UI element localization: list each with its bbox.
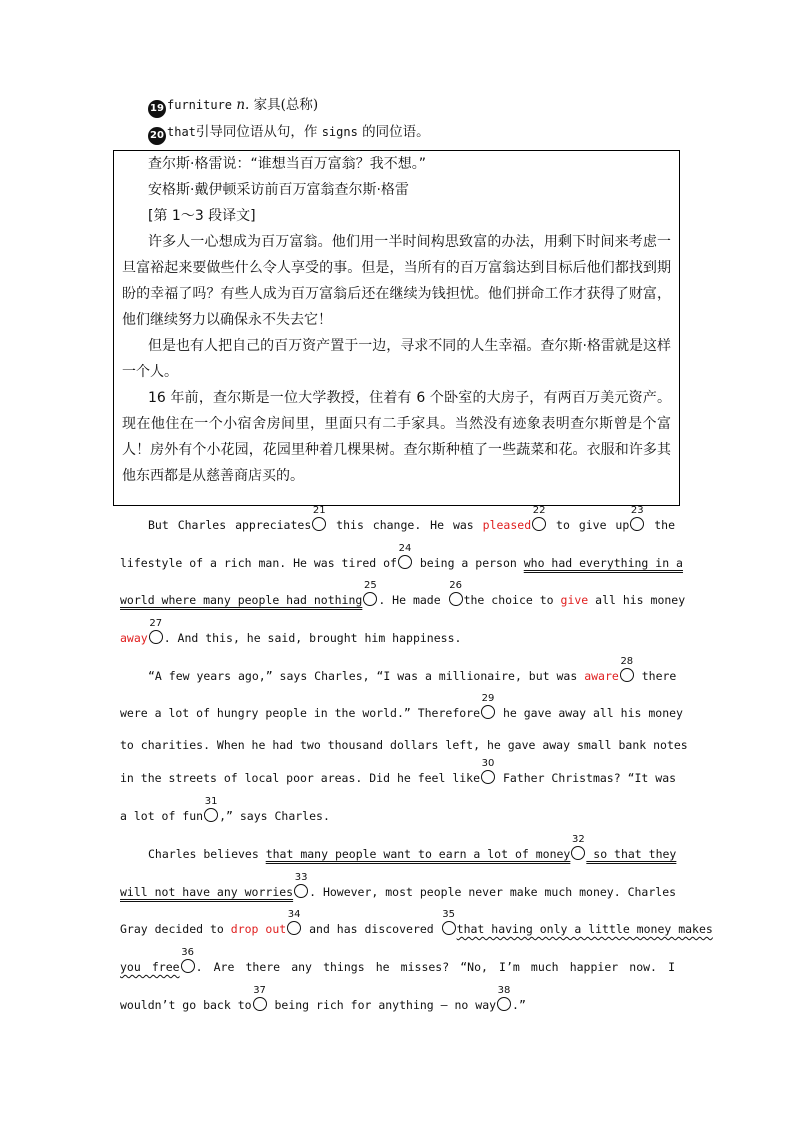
marker-23: 23 <box>630 517 644 531</box>
note-19 <box>148 95 318 118</box>
marker-38: 38 <box>497 997 511 1011</box>
note-word: that <box>167 125 196 139</box>
passage-line: a lot of fun 31 ,” says Charles. <box>120 796 330 823</box>
passage-line: wouldn’t go back to 37 being rich for anything — no way 38 .” <box>120 985 526 1012</box>
passage-line: in the streets of local poor areas. Did he feel like 30 Father Christmas? “It was <box>120 758 677 785</box>
passage-line: will not have any worries 33 . However, most people never make much money. Charles <box>120 872 677 899</box>
box-paragraph-2: 但是也有人把自己的百万资产置于一边，寻求不同的人生幸福。查尔斯·格雷就是这样一个人。 <box>122 338 671 380</box>
marker-28: 28 <box>620 668 634 682</box>
passage-line: you free 36 . Are there any things he misses? “No, I’m much happier now. I <box>120 947 676 974</box>
marker-30: 30 <box>481 770 495 784</box>
note-meaning: 家具(总称) <box>253 97 319 113</box>
marker-29: 29 <box>481 705 495 719</box>
passage-line: world where many people had nothing 25 . He made 26 the choice to give all his money <box>120 580 686 607</box>
marker-34: 34 <box>287 921 301 935</box>
passage-line: were a lot of hungry people in the world.” Therefore 29 he gave away all his money <box>120 693 683 720</box>
passage-line: to charities. When he had two thousand dollars left, he gave away small bank notes <box>120 738 688 752</box>
marker-25: 25 <box>363 592 377 606</box>
marker-35: 35 <box>442 921 456 935</box>
box-line-2: 安格斯·戴伊顿采访前百万富翁查尔斯·格雷 <box>148 182 409 198</box>
marker-36: 36 <box>181 959 195 973</box>
note-number-20: 20 <box>148 127 166 145</box>
translation-box <box>113 150 680 506</box>
marker-21: 21 <box>312 517 326 531</box>
note-20 <box>148 122 430 145</box>
note-word: signs <box>321 125 358 139</box>
note-pos: n. <box>236 97 250 113</box>
passage-line: lifestyle of a rich man. He was tired of 24 being a person who had everything in a <box>120 543 683 570</box>
box-paragraph-1: 许多人一心想成为百万富翁。他们用一半时间构思致富的办法，用剩下时间来考虑一旦富裕起来要做些什么令人享受的事。但是，当所有的百万富翁达到目标后他们都找到期盼的幸福了吗？有些人成为百万富翁后还在继续为钱担忧。他们拼命工作才获得了财富，他们继续努力以确保永不失去它！ <box>122 234 671 328</box>
marker-22: 22 <box>532 517 546 531</box>
marker-33: 33 <box>294 884 308 898</box>
passage-line: Charles believes that many people want to earn a lot of money 32 so that they <box>148 834 677 861</box>
note-word: furniture <box>167 98 233 112</box>
note-number-19: 19 <box>148 100 166 118</box>
marker-31: 31 <box>204 808 218 822</box>
marker-32: 32 <box>571 846 585 860</box>
marker-27: 27 <box>149 630 163 644</box>
box-paragraph-3: 16 年前，查尔斯是一位大学教授，住着有 6 个卧室的大房子，有两百万美元资产。现在他住在一个小宿舍房间里，里面只有二手家具。当然没有迹象表明查尔斯曾是个富人！房外有个小花园，花园里种着几棵果树。查尔斯种植了一些蔬菜和花。衣服和许多其他东西都是从慈善商店买的。 <box>122 390 671 484</box>
note-text: 的同位语。 <box>362 124 430 140</box>
box-line-1: 查尔斯·格雷说：“谁想当百万富翁？我不想。” <box>148 156 426 172</box>
marker-26: 26 <box>449 592 463 606</box>
marker-24: 24 <box>398 555 412 569</box>
passage-line: “A few years ago,” says Charles, “I was a millionaire, but was aware 28 there <box>148 656 677 683</box>
passage-line: But Charles appreciates 21 this change. He was pleased 22 to give up 23 the <box>148 505 675 532</box>
note-text: 引导同位语从句，作 <box>195 124 318 140</box>
passage-line: Gray decided to drop out 34 and has discovered 35 that having only a little money makes <box>120 909 713 936</box>
marker-37: 37 <box>253 997 267 1011</box>
box-line-3: [第 1～3 段译文] <box>148 208 256 224</box>
passage-line: away 27 . And this, he said, brought him happiness. <box>120 618 462 645</box>
